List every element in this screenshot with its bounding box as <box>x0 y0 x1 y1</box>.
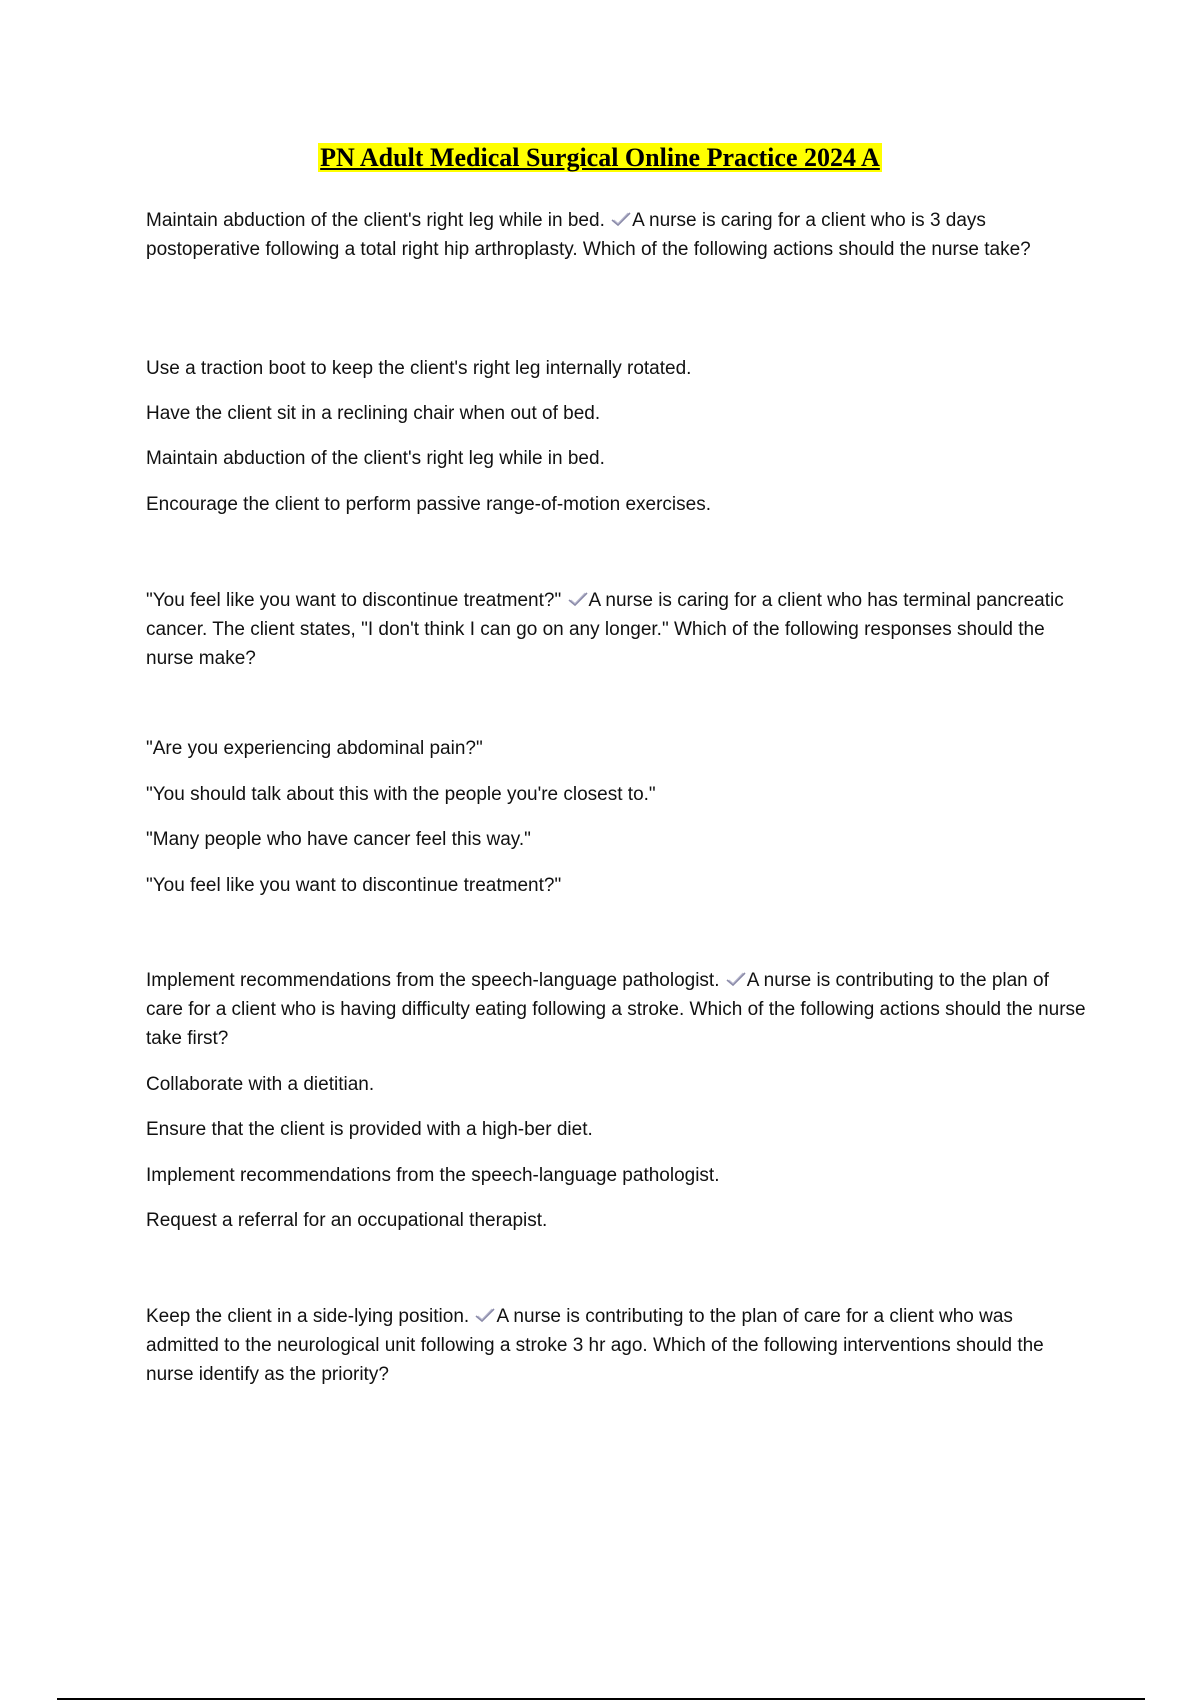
list-item: Implement recommendations from the speech-language pathologist. <box>146 1165 720 1186</box>
answer-text: Maintain abduction of the client's right leg while in bed. <box>146 210 605 231</box>
checkmark-icon <box>610 211 632 227</box>
question-text <box>146 206 1086 264</box>
question-block <box>146 966 1086 1053</box>
list-item: "You feel like you want to discontinue treatment?" <box>146 875 562 896</box>
answer-text: Implement recommendations from the speech-language pathologist. <box>146 970 720 991</box>
question-block <box>146 586 1086 673</box>
option-list <box>146 780 1086 809</box>
question-prompt: A nurse is contributing to the plan of care for a client who was admitted to the neurological unit following a stroke 3 hr ago. Which of the following interventions should the nurse identify as the priority? <box>146 1306 1044 1385</box>
title-container <box>0 143 1200 173</box>
question-block <box>146 1302 1086 1389</box>
option-list <box>146 1161 1086 1190</box>
question-prompt: A nurse is contributing to the plan of care for a client who is having difficulty eating following a stroke. Which of the following actions should the nurse take first? <box>146 970 1086 1049</box>
question-text <box>146 966 1086 1053</box>
list-item: "Are you experiencing abdominal pain?" <box>146 738 483 759</box>
option-list <box>146 354 1086 383</box>
list-item: Ensure that the client is provided with a high-ber diet. <box>146 1119 593 1140</box>
checkmark-icon <box>567 591 589 607</box>
answer-text: Keep the client in a side-lying position. <box>146 1306 470 1327</box>
option-list <box>146 1070 1086 1099</box>
list-item: Use a traction boot to keep the client's right leg internally rotated. <box>146 358 692 379</box>
document-title: PN Adult Medical Surgical Online Practice 2024 A <box>320 143 880 172</box>
option-list <box>146 444 1086 473</box>
list-item: Request a referral for an occupational therapist. <box>146 1210 548 1231</box>
list-item: Have the client sit in a reclining chair when out of bed. <box>146 403 601 424</box>
option-list <box>146 1115 1086 1144</box>
option-list <box>146 1206 1086 1235</box>
option-list <box>146 871 1086 900</box>
option-list <box>146 734 1086 763</box>
list-item: Maintain abduction of the client's right leg while in bed. <box>146 448 605 469</box>
question-prompt: A nurse is caring for a client who has terminal pancreatic cancer. The client states, "I don't think I can go on any longer." Which of the following responses should the nurse make? <box>146 590 1064 669</box>
checkmark-icon <box>474 1307 496 1323</box>
list-item: Collaborate with a dietitian. <box>146 1074 375 1095</box>
option-list <box>146 825 1086 854</box>
question-text <box>146 1302 1086 1389</box>
option-list <box>146 490 1086 519</box>
option-list <box>146 399 1086 428</box>
answer-text: "You feel like you want to discontinue treatment?" <box>146 590 562 611</box>
question-block <box>146 206 1086 264</box>
question-text <box>146 586 1086 673</box>
list-item: "You should talk about this with the people you're closest to." <box>146 784 656 805</box>
question-prompt: A nurse is caring for a client who is 3 days postoperative following a total right hip arthroplasty. Which of the following actions should the nurse take? <box>146 210 1031 260</box>
list-item: "Many people who have cancer feel this way." <box>146 829 531 850</box>
checkmark-icon <box>725 971 747 987</box>
list-item: Encourage the client to perform passive range-of-motion exercises. <box>146 494 711 515</box>
